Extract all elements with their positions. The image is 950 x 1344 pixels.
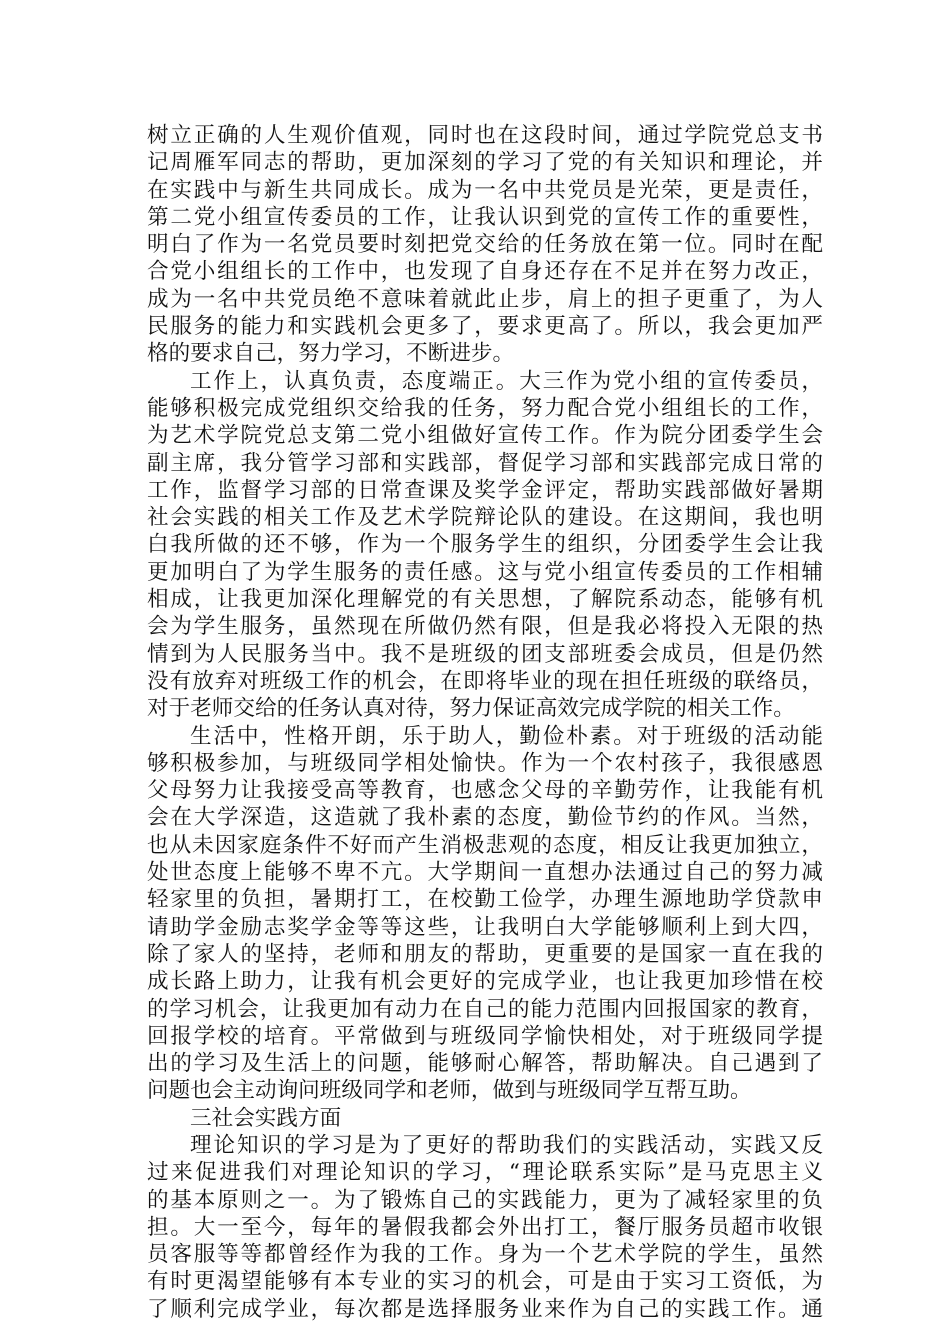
text-line: 了顺利完成学业，每次都是选择服务业来作为自己的实践工作。通 <box>147 1296 823 1322</box>
text-line: 请助学金励志奖学金等等这些，让我明白大学能够顺利上到大四， <box>147 914 823 940</box>
text-line: 问题也会主动询问班级同学和老师，做到与班级同学互帮互助。 <box>147 1078 752 1104</box>
text-line: 会在大学深造，这造就了我朴素的态度，勤俭节约的作风。当然， <box>147 805 823 831</box>
text-line: 担。大一至今，每年的暑假我都会外出打工，餐厅服务员超市收银 <box>147 1214 823 1240</box>
heading-line: 三社会实践方面 <box>190 1105 342 1131</box>
text-line: 更加明白了为学生服务的责任感。这与党小组宣传委员的工作相辅 <box>147 559 823 585</box>
text-line: 工作，监督学习部的日常查课及奖学金评定，帮助实践部做好暑期 <box>147 477 823 503</box>
text-line: 的基本原则之一。为了锻炼自己的实践能力，更为了减轻家里的负 <box>147 1187 823 1213</box>
document-page <box>147 122 823 1323</box>
paragraph <box>147 723 823 1105</box>
text-line: 处世态度上能够不卑不亢。大学期间一直想办法通过自己的努力减 <box>147 860 823 886</box>
text-line: 生活中，性格开朗，乐于助人，勤俭朴素。对于班级的活动能 <box>190 723 823 749</box>
text-line: 树立正确的人生观价值观，同时也在这段时间，通过学院党总支书 <box>147 123 823 148</box>
text-line: 对于老师交给的任务认真对待，努力保证高效完成学院的相关工作。 <box>147 696 795 722</box>
text-line: 副主席，我分管学习部和实践部，督促学习部和实践部完成日常的 <box>147 450 823 476</box>
paragraph <box>147 368 823 723</box>
text-line: 回报学校的培育。平常做到与班级同学愉快相处，对于班级同学提 <box>147 1023 823 1049</box>
text-line: 能够积极完成党组织交给我的任务，努力配合党小组组长的工作， <box>147 395 823 421</box>
text-line: 出的学习及生活上的问题，能够耐心解答，帮助解决。自己遇到了 <box>147 1051 823 1077</box>
paragraph <box>147 1132 823 1323</box>
text-line: 过来促进我们对理论知识的学习，“理论联系实际”是马克思主义 <box>147 1160 823 1186</box>
paragraph <box>147 122 823 368</box>
text-line: 第二党小组宣传委员的工作，让我认识到党的宣传工作的重要性， <box>147 204 823 230</box>
text-line: 没有放弃对班级工作的机会，在即将毕业的现在担任班级的联络员， <box>147 668 823 694</box>
text-line: 父母努力让我接受高等教育，也感念父母的辛勤劳作，让我能有机 <box>147 778 823 804</box>
text-line: 情到为人民服务当中。我不是班级的团支部班委会成员，但是仍然 <box>147 641 823 667</box>
text-line: 轻家里的负担，暑期打工，在校勤工俭学，办理生源地助学贷款申 <box>147 887 823 913</box>
text-line: 记周雁军同志的帮助，更加深刻的学习了党的有关知识和理论，并 <box>147 150 823 176</box>
text-line: 格的要求自己，努力学习，不断进步。 <box>147 341 515 367</box>
text-line: 民服务的能力和实践机会更多了，要求更高了。所以，我会更加严 <box>147 314 823 340</box>
text-line: 除了家人的坚持，老师和朋友的帮助，更重要的是国家一直在我的 <box>147 941 823 967</box>
text-line: 够积极参加，与班级同学相处愉快。作为一个农村孩子，我很感恩 <box>147 750 823 776</box>
text-line: 在实践中与新生共同成长。成为一名中共党员是光荣，更是责任， <box>147 177 823 203</box>
text-line: 理论知识的学习是为了更好的帮助我们的实践活动，实践又反 <box>190 1132 823 1158</box>
text-line: 成长路上助力，让我有机会更好的完成学业，也让我更加珍惜在校 <box>147 969 823 995</box>
text-line: 员客服等等都曾经作为我的工作。身为一个艺术学院的学生，虽然 <box>147 1242 823 1268</box>
text-line: 为艺术学院党总支第二党小组做好宣传工作。作为院分团委学生会 <box>147 423 823 449</box>
text-line: 工作上，认真负责，态度端正。大三作为党小组的宣传委员， <box>190 368 823 394</box>
text-line: 社会实践的相关工作及艺术学院辩论队的建设。在这期间，我也明 <box>147 505 823 531</box>
text-line: 也从未因家庭条件不好而产生消极悲观的态度，相反让我更加独立， <box>147 832 823 858</box>
text-line: 合党小组组长的工作中，也发现了自身还存在不足并在努力改正， <box>147 259 823 285</box>
text-line: 白我所做的还不够，作为一个服务学生的组织，分团委学生会让我 <box>147 532 823 558</box>
text-line: 的学习机会，让我更加有动力在自己的能力范围内回报国家的教育， <box>147 996 823 1022</box>
section-heading <box>147 1105 823 1132</box>
text-line: 有时更渴望能够有本专业的实习的机会，可是由于实习工资低，为 <box>147 1269 823 1295</box>
text-line: 相成，让我更加深化理解党的有关思想，了解院系动态，能够有机 <box>147 587 823 613</box>
text-line: 会为学生服务，虽然现在所做仍然有限，但是我必将投入无限的热 <box>147 614 823 640</box>
text-line: 明白了作为一名党员要时刻把党交给的任务放在第一位。同时在配 <box>147 232 823 258</box>
text-line: 成为一名中共党员绝不意味着就此止步，肩上的担子更重了，为人 <box>147 286 823 312</box>
